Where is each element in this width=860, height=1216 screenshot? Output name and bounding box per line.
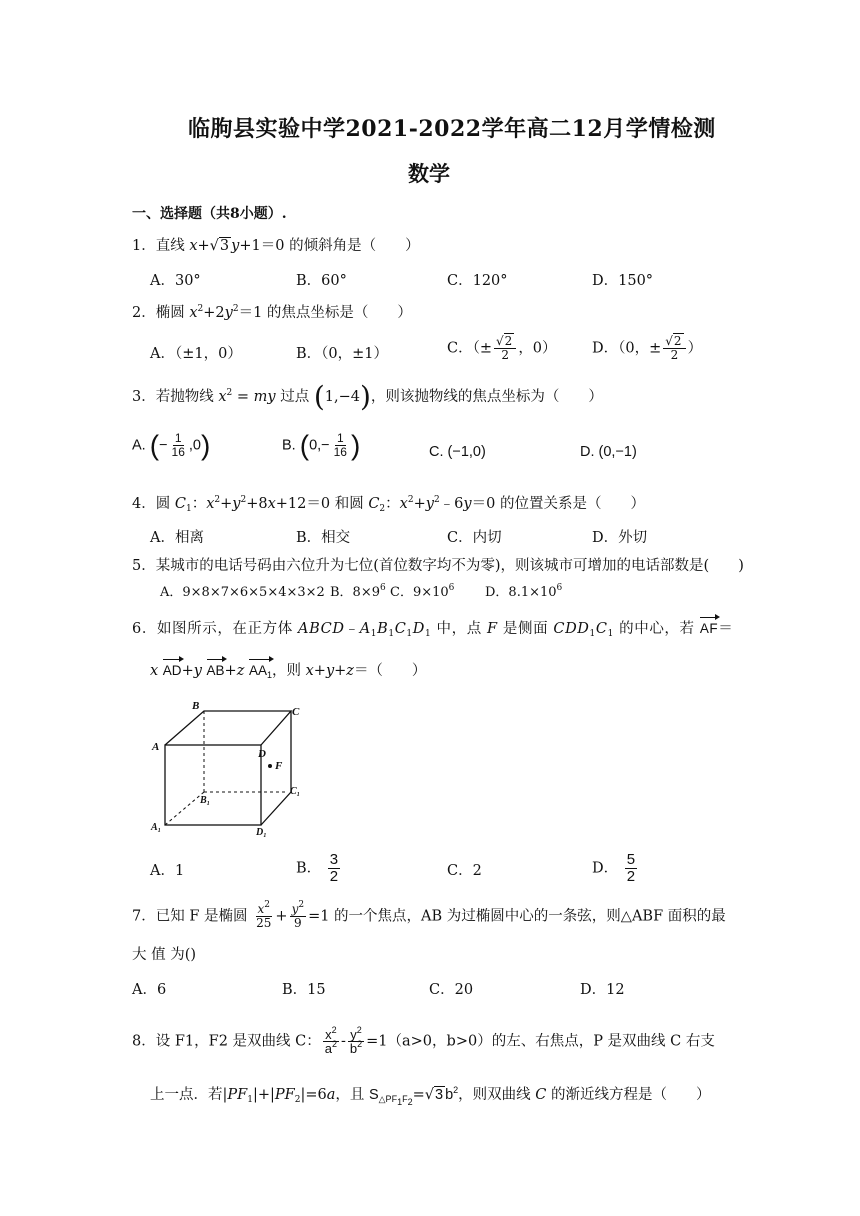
label-a1: A₁ — [151, 822, 162, 833]
question-6: 6．如图所示，在正方体 $ABCD﹣A_1B_1C_1D_1$ 中，点 F 是侧面 $CDD_1C_1$ 的中心，若 AF＝ — [132, 621, 734, 639]
question-number: 4． — [132, 496, 156, 512]
q2-option-d: D．（0，± $\frac{√2}{2}$ ） — [592, 334, 703, 362]
section-heading: 一、选择题（共8小题）. — [132, 206, 287, 222]
question-number: 6． — [132, 621, 157, 637]
q4-option-a: A．相离 — [150, 530, 204, 546]
exam-title: 临朐县实验中学2021-2022学年高二12月学情检测 — [188, 116, 716, 142]
q5-option-d: D．$8.1\times 10^6$ — [485, 583, 563, 600]
q7-option-d: D．12 — [580, 982, 625, 998]
top-face — [165, 711, 291, 745]
question-5 — [132, 556, 744, 576]
q4-option-d: D．外切 — [592, 530, 648, 546]
q3-option-d: D. (0,−1) — [580, 444, 637, 460]
q6-option-b: B． $\frac{3}{2}$ — [296, 851, 339, 885]
exam-subject: 数学 — [408, 161, 450, 186]
q1-option-a: A．30° — [150, 273, 201, 289]
question-number: 7． — [132, 908, 156, 925]
point-f — [268, 764, 272, 768]
question-number: 3． — [132, 389, 156, 405]
question-8-line2: 上一点．若$|PF_1|+|PF_2|=6a$，且 $S_{\triangle PF_1F_2}=√3$ $b^2$，则双曲线 C 的渐近线方程是（ ） — [150, 1085, 711, 1107]
label-c: C — [292, 706, 300, 718]
label-f: F — [275, 760, 283, 772]
question-number: 5． — [132, 558, 156, 574]
q7-option-a: A．6 — [132, 982, 167, 998]
q6-option-a: A．1 — [150, 863, 185, 879]
q2-option-b: B．（0，±1） — [296, 346, 389, 362]
q7-option-c: C．20 — [429, 982, 474, 998]
label-d1: D₁ — [256, 827, 267, 838]
label-a: A — [152, 741, 160, 753]
q2-option-a: A．（±1，0） — [150, 346, 242, 362]
question-number: 1． — [132, 238, 156, 254]
label-b1: B₁ — [200, 795, 211, 806]
q5-option-a: A．9×8×7×6×5×4×3×2 — [160, 585, 325, 600]
q7-option-b: B．15 — [282, 982, 326, 998]
q5-option-b: B．$8\times 9^6$ — [330, 583, 386, 600]
q6-option-c: C．2 — [447, 863, 482, 879]
label-c1: C₁ — [290, 786, 301, 797]
question-4: 4．圆 $C_1$：$x^2+y^2+8x+12=0$ 和圆 $C_2$：$x^2+y^2﹣6y=0$ 的位置关系是（ ） — [132, 495, 645, 514]
edge-a1-b1 — [165, 792, 204, 825]
question-5-text: 某城市的电话号码由六位升为七位(首位数字均不为零)，则该城市可增加的电话部数是( ) — [155, 558, 744, 574]
q4-option-c: C．内切 — [447, 530, 502, 546]
q1-option-d: D．150° — [592, 273, 654, 289]
question-8: 8．设 F1，F2 是双曲线 C： $\frac{x^2}{a^2}$ - $\frac{y^2}{b^2}$ =1（a>0，b>0）的左、右焦点，P 是双曲线 C 右支 — [132, 1025, 715, 1056]
q5-option-c: C．$9\times 10^6$ — [390, 583, 455, 600]
label-b: B — [192, 700, 200, 712]
q3-option-a: A. (− $\frac{1}{16}$ ,0) — [132, 429, 211, 461]
cube-figure — [148, 700, 308, 840]
q2-option-c: C．（± $\frac{√2}{2}$ ，0） — [447, 334, 557, 362]
q1-option-c: C．120° — [447, 273, 508, 289]
question-2: 2．椭圆 $x^2+2y^2=1$ 的焦点坐标是（ ） — [132, 304, 412, 321]
question-number: 2． — [132, 305, 156, 321]
q3-option-c: C. (−1,0) — [429, 444, 486, 460]
q1-option-b: B．60° — [296, 273, 347, 289]
q4-option-b: B．相交 — [296, 530, 351, 546]
q3-option-b: B. (0,− $\frac{1}{16}$ ) — [282, 429, 361, 461]
question-7-line2: 大 值 为() — [132, 947, 197, 963]
question-7: 7．已知 F 是椭圆 $\frac{x^2}{25}$ + $\frac{y^2}{9}$ =1 的一个焦点，AB 为过椭圆中心的一条弦，则△ABF 面积的最 — [132, 900, 726, 930]
question-number: 8． — [132, 1033, 156, 1050]
q6-option-d: D． $\frac{5}{2}$ — [592, 851, 636, 885]
question-6-line2: x AD+y AB+z $AA_1$，则 x+y+z＝（ ） — [150, 663, 427, 680]
question-1: 1．直线 x+√3 y+1＝0 的倾斜角是（ ） — [132, 238, 420, 254]
label-d: D — [258, 748, 266, 760]
question-3: 3．若抛物线 $x^2$ = my 过点 (1,−4)，则该抛物线的焦点坐标为（ ） — [132, 380, 603, 413]
